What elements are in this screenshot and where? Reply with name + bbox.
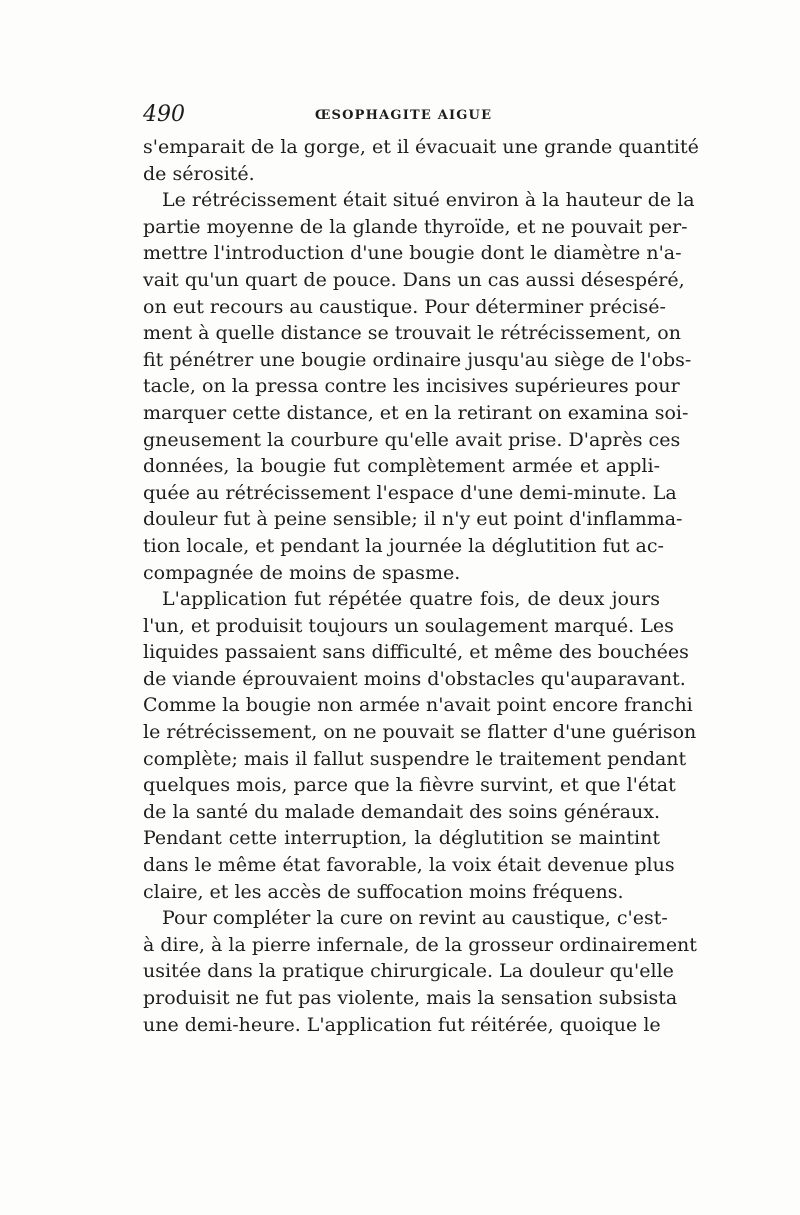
- text-line: quée au rétrécissement l'espace d'une demi-minute. La: [143, 481, 677, 504]
- body-text: [143, 134, 699, 1038]
- text-line: produisit ne fut pas violente, mais la sensation subsista: [143, 987, 678, 1009]
- page-number: 490: [143, 102, 185, 127]
- text-line: l'un, et produisit toujours un soulagement marqué. Les: [143, 614, 674, 637]
- text-line: fit pénétrer une bougie ordinaire jusqu'au siège de l'obs-: [143, 348, 692, 371]
- text-line: à dire, à la pierre infernale, de la grosseur ordinairement: [143, 933, 697, 956]
- text-line: complète; mais il fallut suspendre le traitement pendant: [143, 747, 687, 770]
- text-line: marquer cette distance, et en la retirant on examina soi-: [143, 401, 689, 424]
- text-line: L'application fut répétée quatre fois, de deux jours: [162, 588, 660, 611]
- text-line: tacle, on la pressa contre les incisives supérieures pour: [143, 375, 680, 398]
- text-line: le rétrécissement, on ne pouvait se flatter d'une guérison: [143, 721, 697, 744]
- text-line: on eut recours au caustique. Pour déterminer précisé-: [143, 295, 666, 318]
- text-line: Pour compléter la cure on revint au caustique, c'est-: [162, 907, 668, 930]
- text-line: mettre l'introduction d'une bougie dont le diamètre n'a-: [143, 242, 682, 265]
- text-line: s'emparait de la gorge, et il évacuait une grande quantité: [143, 136, 699, 158]
- text-line: gneusement la courbure qu'elle avait prise. D'après ces: [143, 428, 681, 451]
- text-line: Pendant cette interruption, la déglutition se maintint: [143, 827, 660, 850]
- text-line: partie moyenne de la glande thyroïde, et ne pouvait per-: [143, 215, 688, 238]
- text-line: de la santé du malade demandait des soins généraux.: [143, 800, 660, 823]
- text-line: ment à quelle distance se trouvait le rétrécissement, on: [143, 322, 681, 345]
- page-header: [143, 100, 659, 130]
- text-line: une demi-heure. L'application fut réitérée, quoique le: [143, 1013, 661, 1036]
- running-title: ŒSOPHAGITE AIGUE: [315, 108, 493, 123]
- text-line: vait qu'un quart de pouce. Dans un cas aussi désespéré,: [143, 268, 685, 291]
- text-line: Le rétrécissement était situé environ à la hauteur de la: [162, 189, 695, 212]
- text-line: de sérosité.: [143, 162, 255, 185]
- text-line: compagnée de moins de spasme.: [143, 561, 461, 584]
- text-line: de viande éprouvaient moins d'obstacles qu'auparavant.: [143, 667, 686, 690]
- text-line: liquides passaient sans difficulté, et même des bouchées: [143, 641, 689, 664]
- text-line: données, la bougie fut complètement armée et appli-: [143, 455, 660, 478]
- text-line: douleur fut à peine sensible; il n'y eut point d'inflamma-: [143, 508, 683, 531]
- text-line: Comme la bougie non armée n'avait point encore franchi: [143, 694, 693, 717]
- text-line: claire, et les accès de suffocation moins fréquens.: [143, 880, 624, 903]
- text-line: dans le même état favorable, la voix était devenue plus: [143, 854, 675, 877]
- text-line: tion locale, et pendant la journée la déglutition fut ac-: [143, 534, 664, 557]
- text-line: usitée dans la pratique chirurgicale. La douleur qu'elle: [143, 960, 674, 983]
- text-line: quelques mois, parce que la fièvre survint, et que l'état: [143, 774, 676, 797]
